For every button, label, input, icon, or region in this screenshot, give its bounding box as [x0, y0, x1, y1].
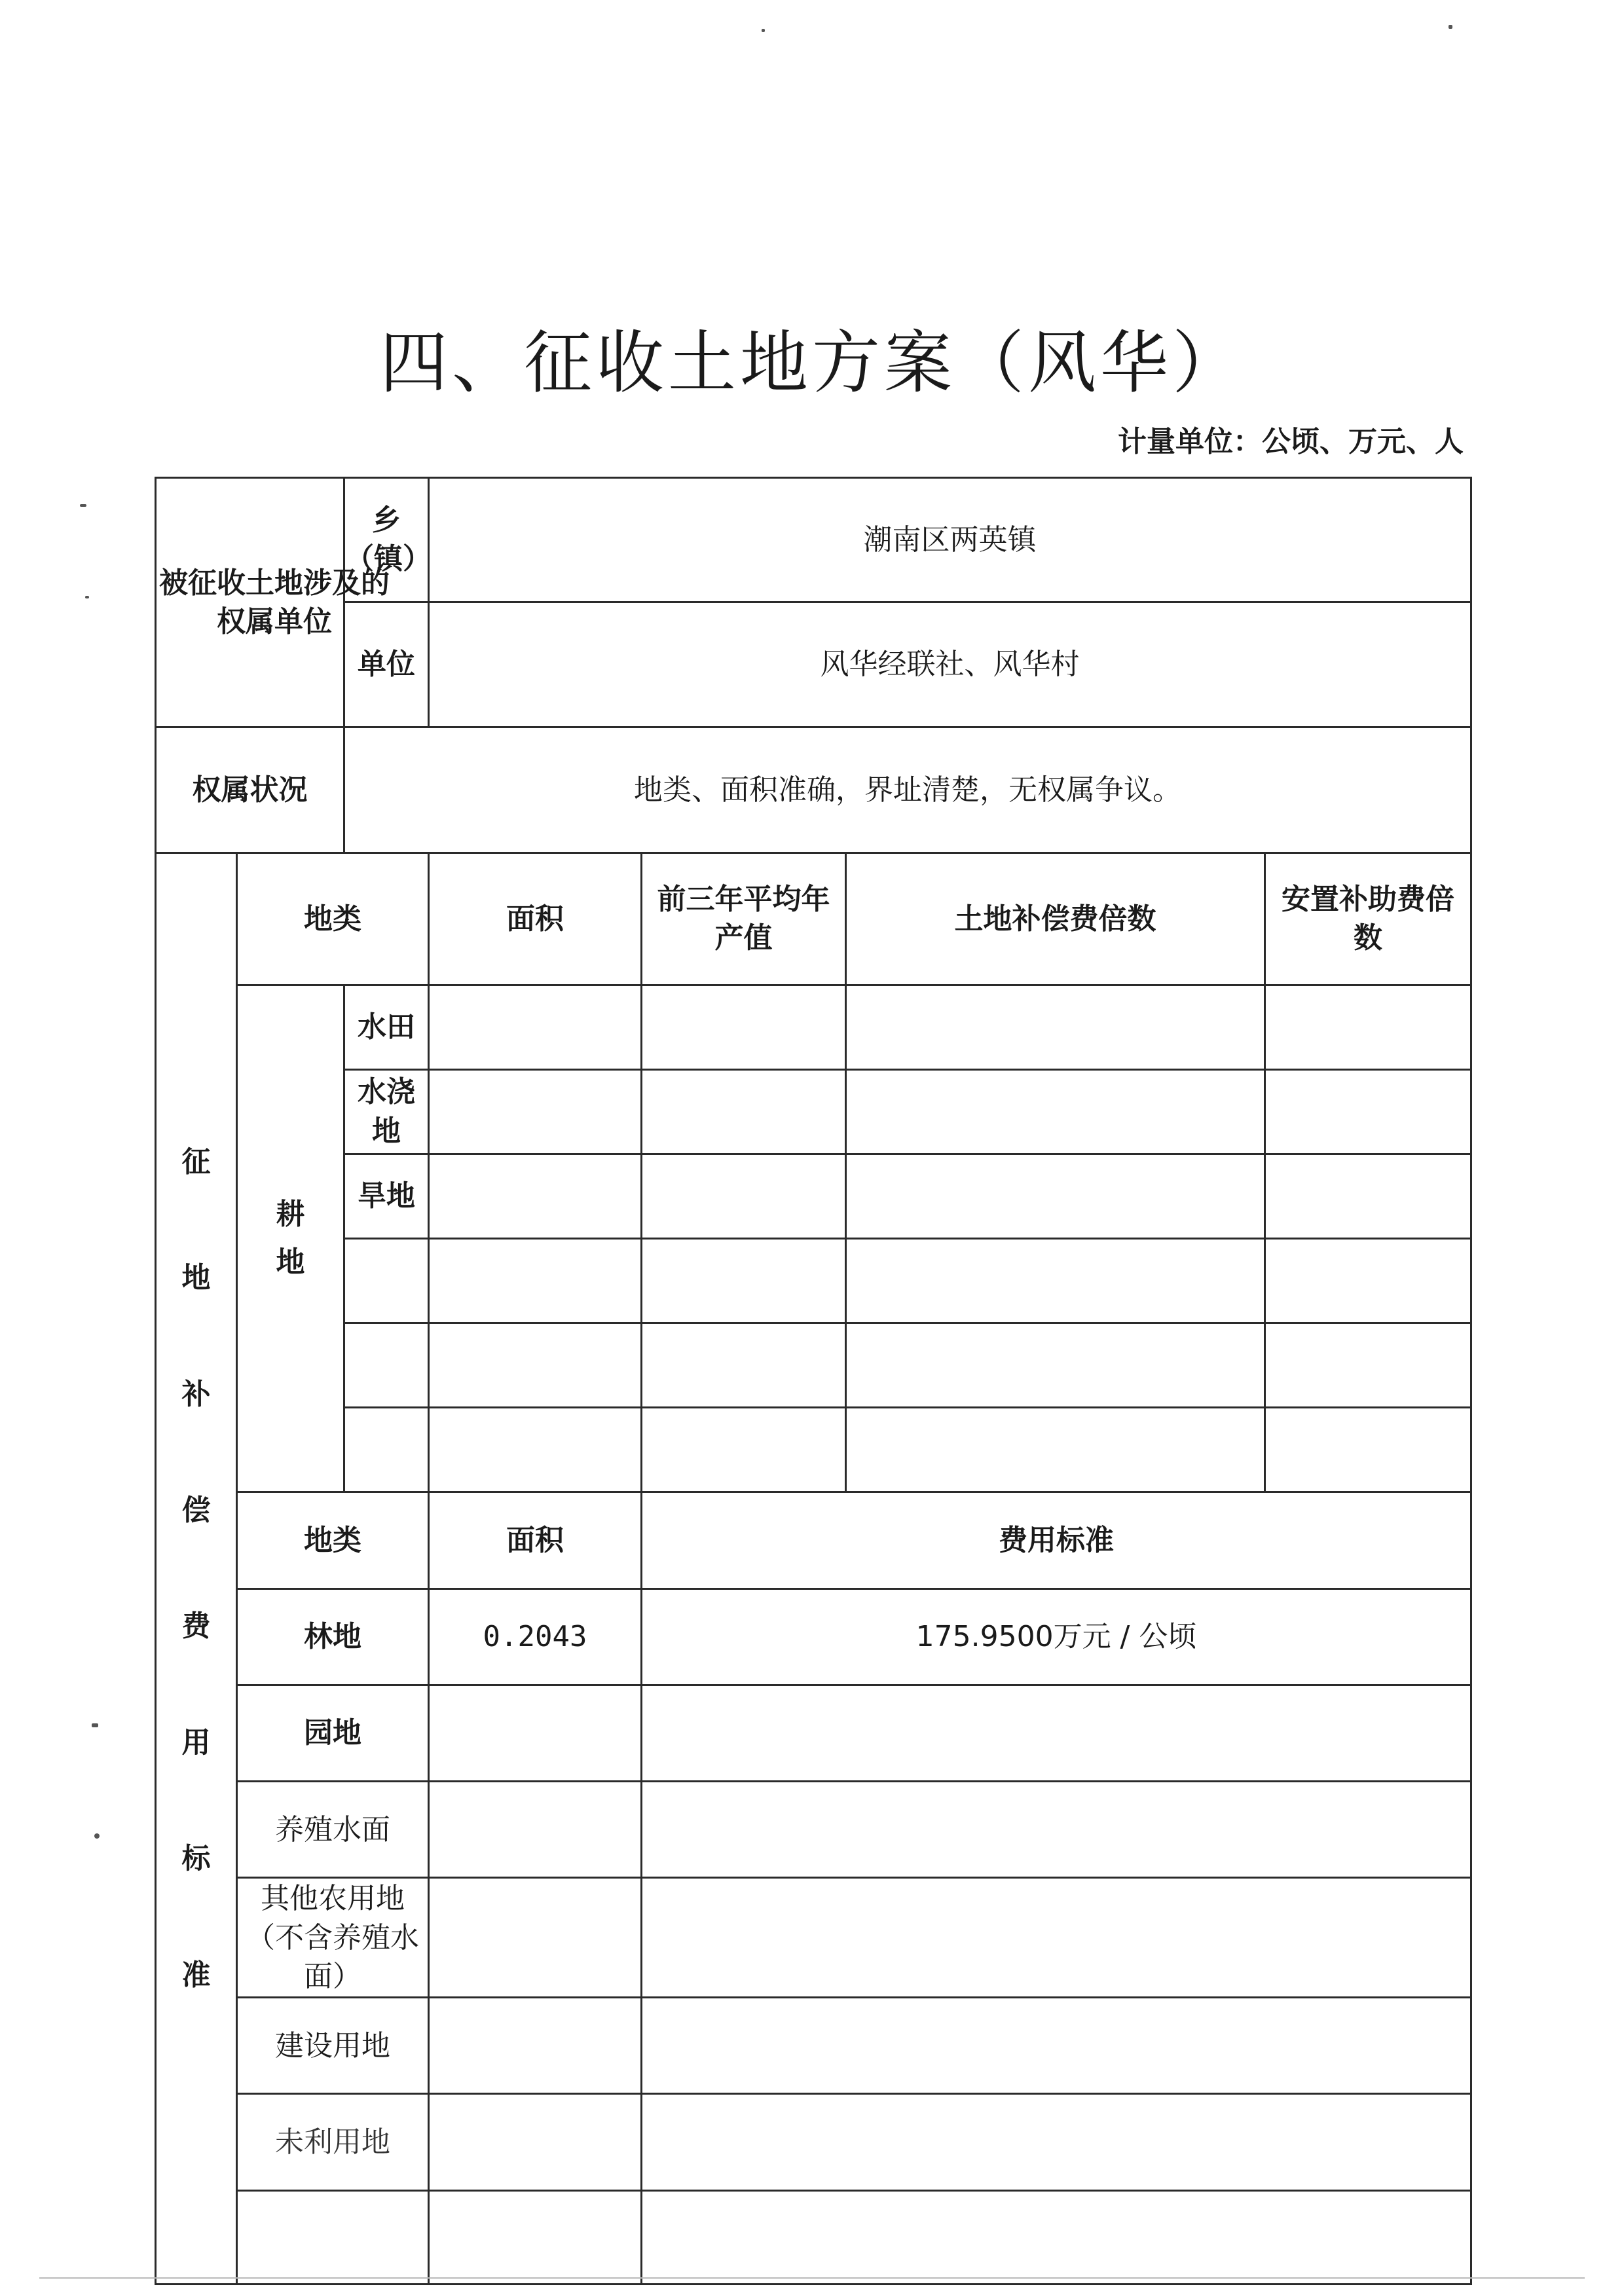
farmland-header-resettle-multiple: 安置补助费倍数: [1265, 853, 1471, 985]
scan-speck: [1449, 25, 1452, 29]
unit-note: 计量单位：公顷、万元、人: [1118, 425, 1464, 458]
farmland-row-area: [429, 1238, 642, 1323]
farmland-group-label: 耕 地: [237, 985, 344, 1492]
farmland-header-area: 面积: [429, 853, 642, 985]
farmland-row-resettle-multiple: [1265, 1323, 1471, 1408]
farmland-row-name: [344, 1238, 429, 1323]
farmland-row-resettle-multiple: [1265, 1408, 1471, 1492]
farmland-row-name: 旱地: [344, 1154, 429, 1238]
farmland-row-land-multiple: [846, 1238, 1265, 1323]
other-row-fee: [642, 2094, 1471, 2190]
farmland-row-area: [429, 985, 642, 1069]
compensation-side-label: 征 地 补 偿 费 用 标 准: [156, 853, 237, 2284]
farmland-row-resettle-multiple: [1265, 1154, 1471, 1238]
farmland-row-resettle-multiple: [1265, 1069, 1471, 1154]
farmland-row-area: [429, 1069, 642, 1154]
farmland-row-land-multiple: [846, 1323, 1265, 1408]
farmland-row-avg-output: [642, 1323, 846, 1408]
farmland-row-land-multiple: [846, 1069, 1265, 1154]
other-row-name: 养殖水面: [237, 1782, 429, 1878]
other-row-fee: [642, 1685, 1471, 1781]
farmland-row-name: [344, 1408, 429, 1492]
farmland-row-avg-output: [642, 1408, 846, 1492]
other-row-area: [429, 2094, 642, 2190]
farmland-row-avg-output: [642, 985, 846, 1069]
farmland-row-resettle-multiple: [1265, 985, 1471, 1069]
land-acquisition-table: [155, 477, 1472, 2285]
other-row-area: [429, 1878, 642, 1998]
farmland-row-avg-output: [642, 1238, 846, 1323]
other-row-area: 0.2043: [429, 1588, 642, 1685]
farmland-header-avg-output: 前三年平均年产值: [642, 853, 846, 985]
other-row-name: 园地: [237, 1685, 429, 1781]
farmland-row-name: 水田: [344, 985, 429, 1069]
farmland-row-name: 水浇地: [344, 1069, 429, 1154]
other-row-fee: [642, 1782, 1471, 1878]
unit-value: 风华经联社、风华村: [429, 602, 1471, 727]
other-row-area: [429, 1998, 642, 2094]
status-label: 权属状况: [156, 727, 344, 853]
other-row-name: 未利用地: [237, 2094, 429, 2190]
township-value: 潮南区两英镇: [429, 478, 1471, 602]
other-header-area: 面积: [429, 1492, 642, 1588]
other-row-fee: [642, 1878, 1471, 1998]
farmland-row-land-multiple: [846, 985, 1265, 1069]
other-row-area: [429, 2190, 642, 2284]
other-row-area: [429, 1685, 642, 1781]
farmland-row-land-multiple: [846, 1408, 1265, 1492]
farmland-row-land-multiple: [846, 1154, 1265, 1238]
other-row-name: 建设用地: [237, 1998, 429, 2094]
unit-label: 单位: [344, 602, 429, 727]
other-row-area: [429, 1782, 642, 1878]
other-row-name: [237, 2190, 429, 2284]
other-row-fee: [642, 2190, 1471, 2284]
other-row-name: 林地: [237, 1588, 429, 1685]
farmland-row-avg-output: [642, 1154, 846, 1238]
other-header-fee-standard: 费用标准: [642, 1492, 1471, 1588]
farmland-row-area: [429, 1154, 642, 1238]
scan-speck: [80, 504, 86, 507]
farmland-header-land-multiple: 土地补偿费倍数: [846, 853, 1265, 985]
other-row-fee: [642, 1998, 1471, 2094]
farmland-row-area: [429, 1408, 642, 1492]
ownership-label: 被征收土地涉及的权属单位: [159, 566, 390, 639]
farmland-row-area: [429, 1323, 642, 1408]
scan-speck: [94, 1833, 100, 1839]
farmland-row-avg-output: [642, 1069, 846, 1154]
farmland-row-resettle-multiple: [1265, 1238, 1471, 1323]
township-label: 乡（镇）: [344, 478, 429, 602]
scan-speck: [762, 29, 765, 32]
scan-speck: [92, 1723, 98, 1727]
page-title: 四、征收土地方案（风华）: [379, 323, 1244, 403]
farmland-header-land-type: 地类: [237, 853, 429, 985]
scan-speck: [85, 596, 89, 598]
farmland-row-name: [344, 1323, 429, 1408]
other-row-fee: 175.9500万元 / 公顷: [642, 1588, 1471, 1685]
scan-edge-line: [39, 2277, 1585, 2279]
other-header-land-type: 地类: [237, 1492, 429, 1588]
status-value: 地类、面积准确，界址清楚，无权属争议。: [344, 727, 1471, 853]
other-row-name: 其他农用地 （不含养殖水面）: [237, 1878, 429, 1998]
